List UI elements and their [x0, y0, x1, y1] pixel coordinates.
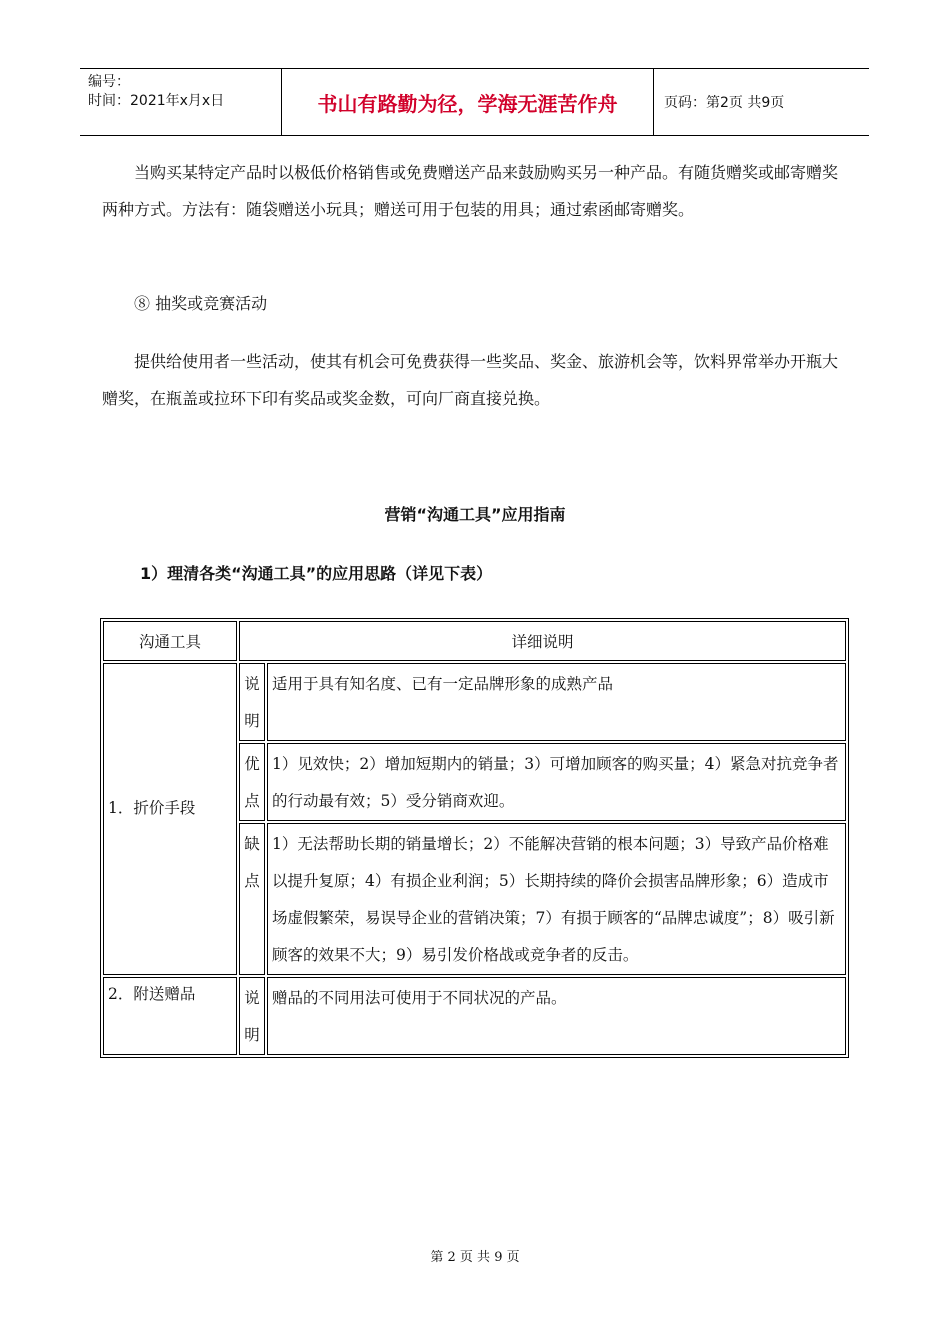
- header-tool: 沟通工具: [103, 621, 237, 661]
- time-label: 时间：2021年x月x日: [88, 93, 225, 109]
- table-row: [103, 663, 846, 741]
- header-detail: 详细说明: [239, 621, 846, 661]
- row-label: 优点: [239, 743, 265, 821]
- table-row: [103, 977, 846, 1055]
- page-footer: 第 2 页 共 9 页: [430, 1250, 520, 1265]
- tools-table: [100, 618, 849, 1058]
- paragraph-lottery: 提供给使用者一些活动，使其有机会可免费获得一些奖品、奖金、旅游机会等，饮料界常举办开瓶大赠奖，在瓶盖或拉环下印有奖品或奖金数，可向厂商直接兑换。: [102, 352, 839, 408]
- row-label: 说明: [239, 663, 265, 741]
- row-text: 1）见效快；2）增加短期内的销量；3）可增加顾客的购买量；4）紧急对抗竞争者的行动最有效；5）受分销商欢迎。: [267, 743, 846, 821]
- header-motto: 书山有路勤为径，学海无涯苦作舟: [282, 69, 654, 135]
- section-title: 营销“沟通工具”应用指南: [384, 505, 566, 524]
- page-header: [80, 68, 869, 136]
- row-label: 缺点: [239, 823, 265, 975]
- tool-name: 2．附送赠品: [103, 977, 237, 1055]
- item-lottery-heading: ⑧ 抽奖或竞赛活动: [134, 294, 268, 313]
- header-page-label: 页码：第2页 共9页: [664, 95, 785, 111]
- row-text: 赠品的不同用法可使用于不同状况的产品。: [267, 977, 846, 1055]
- row-text: 1）无法帮助长期的销量增长；2）不能解决营销的根本问题；3）导致产品价格难以提升复原；4）有损企业利润；5）长期持续的降价会损害品牌形象；6）造成市场虚假繁荣，易误导企业的营销决策；7）有损于顾客的“品牌忠诚度”；8）吸引新顾客的效果不大；9）易引发价格战或竞争者的反击。: [267, 823, 846, 975]
- section-subtitle: 1）理清各类“沟通工具”的应用思路（详见下表）: [140, 564, 493, 583]
- table-header-row: [103, 621, 846, 661]
- header-meta: [80, 69, 282, 135]
- tool-name: 1．折价手段: [103, 663, 237, 975]
- number-label: 编号：: [88, 74, 130, 90]
- row-text: 适用于具有知名度、已有一定品牌形象的成熟产品: [267, 663, 846, 741]
- row-label: 说明: [239, 977, 265, 1055]
- paragraph-gift: 当购买某特定产品时以极低价格销售或免费赠送产品来鼓励购买另一种产品。有随货赠奖或邮寄赠奖两种方式。方法有：随袋赠送小玩具；赠送可用于包装的用具；通过索函邮寄赠奖。: [102, 163, 839, 219]
